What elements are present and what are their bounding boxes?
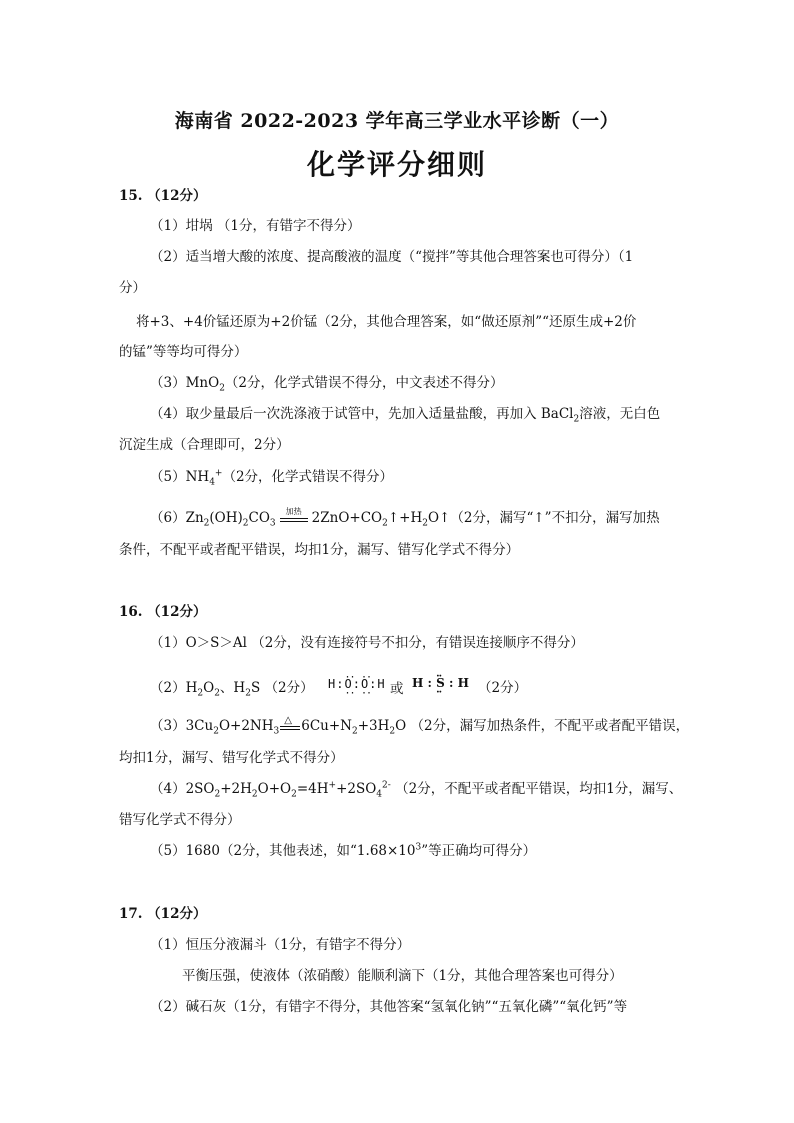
- q17-heading: 17. （12分）: [119, 906, 207, 922]
- electron-formula-h2s: H : ·· S ·· : H: [412, 676, 469, 697]
- q15-item-3: （3）MnO$_2$（2分，化学式错误不得分，中文表述不得分）: [150, 375, 504, 394]
- q16-item-2-score: （2分）: [478, 680, 528, 696]
- q15-item-2: （2）适当增大酸的浓度、提高酸液的温度（“搅拌”等其他合理答案也可得分）（1: [150, 249, 634, 265]
- q15-item-5: $(5)NH_4^+(2$分，化学式错误不得分）: [150, 468, 394, 488]
- q17-item-1-note: 平衡压强，使液体（浓硝酸）能顺利滴下（1分，其他合理答案也可得分）: [182, 968, 623, 984]
- q17-item-1: （1）恒压分液漏斗（1分，有错字不得分）: [150, 937, 411, 953]
- reaction-condition-heating: 加热: [280, 512, 308, 526]
- q15-item-6: $(6)Zn_2(OH)_2CO_3$ 加热 $2ZnO+CO_2↑+H_2O↑(2$分，漏写“↑”不扣分，漏写加热: [150, 506, 660, 529]
- q15-item-6-cont: 条件，不配平或者配平错误，均扣1分，漏写、错写化学式不得分）: [119, 542, 520, 558]
- q16-item-1: （1）O＞S＞Al （2分，没有连接符号不扣分，有错误连接顺序不得分）: [150, 635, 584, 651]
- q15-heading: 15. （12分）: [119, 188, 207, 204]
- q15-item-4: （4）取少量最后一次洗涤液于试管中，先加入适量盐酸，再加入 BaCl$_2$溶液，无白色: [150, 406, 661, 425]
- q15-item-1: （1）坩埚 （1分，有错字不得分）: [150, 218, 361, 234]
- q16-item-3: $(3)3Cu_2O+2NH_3$ △ $6Cu+N_2+3H_2O$ （2分，漏写加热条件，不配平或者配平错误，: [150, 714, 690, 737]
- reaction-condition-delta: △: [280, 720, 300, 734]
- document-subtitle: 化学评分细则: [306, 148, 487, 181]
- q15-item-4-cont: 沉淀生成（合理即可，2分）: [119, 437, 290, 453]
- q16-item-2: $(2)H_2O_2$、$H_2S$ （2分）: [150, 680, 314, 699]
- q15-item-2-note-cont: 的锰”等等均可得分）: [119, 344, 248, 360]
- document-title: 海南省 2022-2023 学年高三学业水平诊断（一）: [174, 110, 620, 132]
- q15-item-2-cont: 分）: [119, 280, 146, 296]
- q16-item-5: （5）1680（2分，其他表述，如“$1.68\times 10^3$”等正确均可得分）: [150, 842, 537, 859]
- electron-formula-h2o2: H:·· O ··:·· O ··:H: [328, 676, 386, 697]
- q15-item-2-note: 将+3、+4价锰还原为+2价锰（2分，其他合理答案，如“做还原剂”“还原生成+2价: [136, 314, 637, 330]
- q16-heading: 16. （12分）: [119, 604, 207, 620]
- or-text: 或: [390, 681, 404, 697]
- q16-item-4: $(4)2SO_2+2H_2O+O_2=4H^++2SO_4^{2-}$ （2分，不配平或者配平错误，均扣1分，漏写、: [150, 780, 683, 800]
- q16-item-3-cont: 均扣1分，漏写、错写化学式不得分）: [119, 750, 344, 766]
- q16-item-4-cont: 错写化学式不得分）: [119, 812, 241, 828]
- q17-item-2: （2）碱石灰（1分，有错字不得分，其他答案“氢氧化钠”“五氧化磷”“氧化钙”等: [150, 999, 628, 1015]
